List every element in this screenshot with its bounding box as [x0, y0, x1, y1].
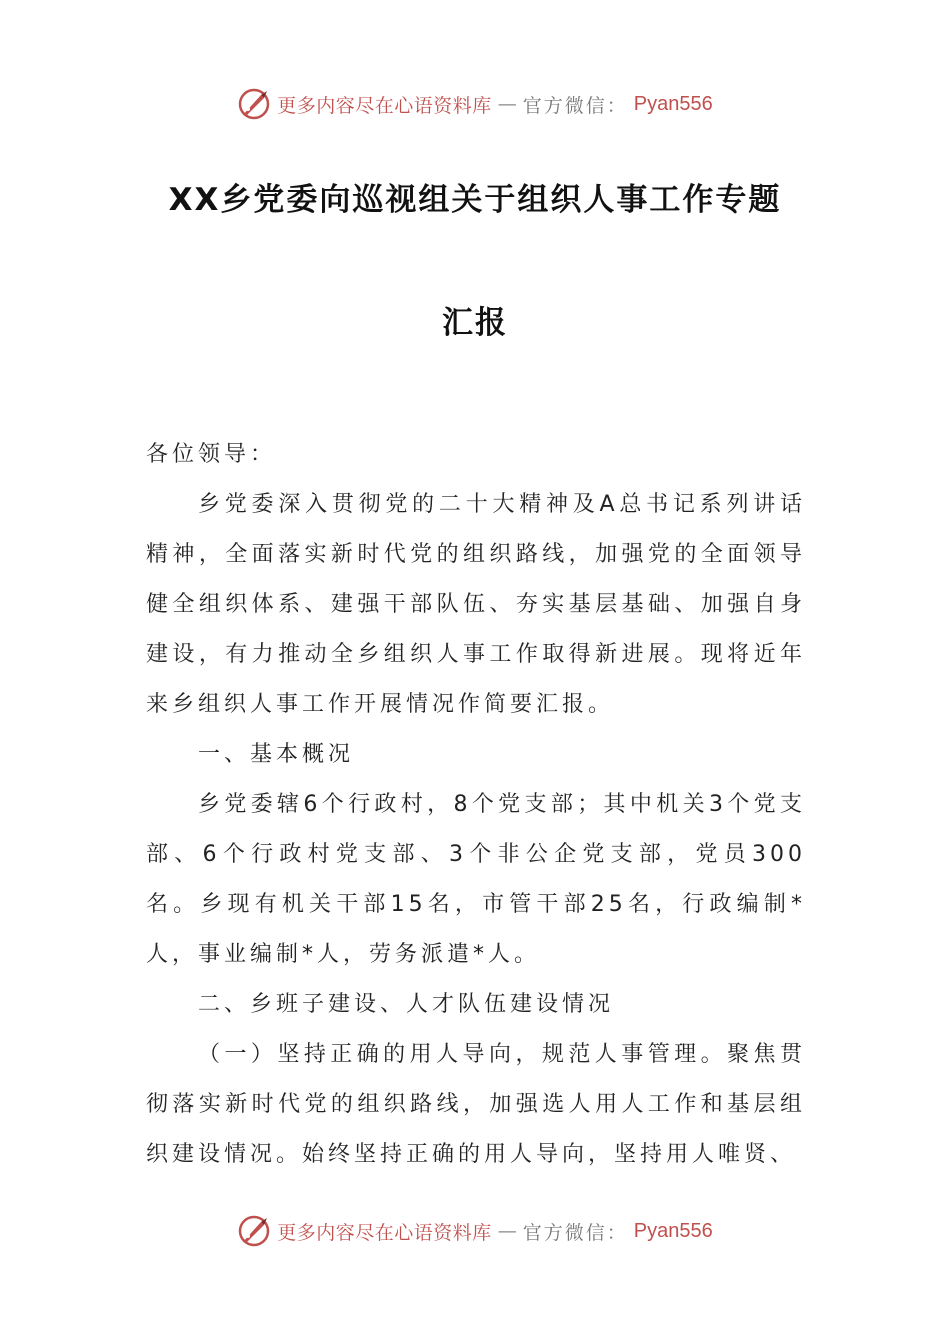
paragraph-overview: 乡党委辖6个行政村，8个党支部；其中机关3个党支部、6个行政村党支部、3个非公企党支部，党员300名。乡现有机关干部15名，市管干部25名，行政编制*人，事业编制*人，劳务派遣*人。 [146, 792, 806, 967]
paragraph-personnel: （一）坚持正确的用人导向，规范人事管理。聚焦贯彻落实新时代党的组织路线，加强选人用人工作和基层组织建设情况。始终坚持正确的用人导向，坚持用人唯贤、 [146, 1042, 806, 1167]
watermark-wechat-label: 官方微信： [522, 1221, 628, 1244]
watermark-dash: — [497, 1220, 517, 1242]
watermark-brand: 更多内容尽在心语资料库 [277, 94, 492, 117]
watermark-header [0, 84, 950, 124]
watermark-footer [0, 1211, 950, 1251]
quill-logo-icon [237, 1214, 271, 1248]
watermark-brand: 更多内容尽在心语资料库 [277, 1221, 492, 1244]
paragraph-intro: 乡党委深入贯彻党的二十大精神及A总书记系列讲话精神，全面落实新时代党的组织路线，加强党的全面领导健全组织体系、建强干部队伍、夯实基层基础、加强自身建设，有力推动全乡组织人事工作取得新进展。现将近年来乡组织人事工作开展情况作简要汇报。 [146, 492, 806, 717]
section-heading-overview: 一、基本概况 [198, 742, 355, 767]
watermark-dash: — [497, 93, 517, 115]
section-heading-team-building: 二、乡班子建设、人才队伍建设情况 [198, 992, 615, 1017]
document-title-line1: XX乡党委向巡视组关于组织人事工作专题 [168, 182, 782, 218]
document-body [146, 430, 806, 1180]
watermark-wechat-id: Pyan556 [633, 92, 713, 115]
watermark-wechat-label: 官方微信： [522, 94, 628, 117]
document-title-line2: 汇报 [442, 305, 508, 341]
salutation: 各位领导： [146, 442, 277, 467]
watermark-wechat-id: Pyan556 [633, 1219, 713, 1242]
quill-logo-icon [237, 87, 271, 121]
